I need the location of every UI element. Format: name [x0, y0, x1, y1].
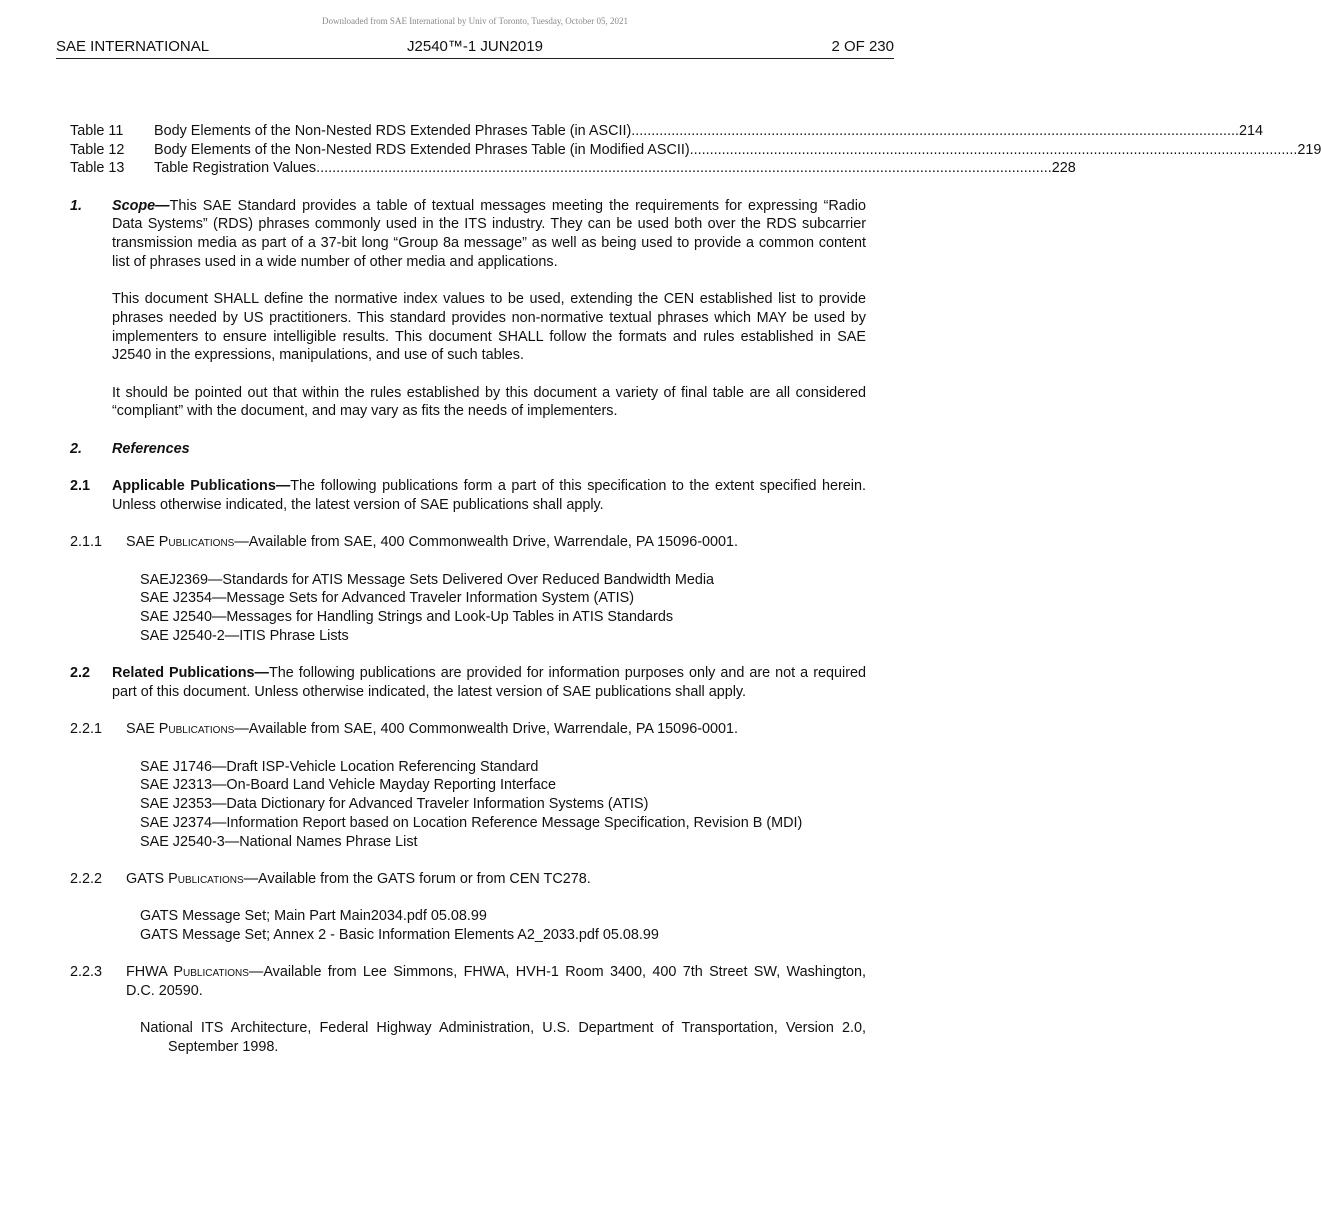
subsection-text: —Available from SAE, 400 Commonwealth Drive, Warrendale, PA 15096-0001. — [234, 534, 739, 551]
section-scope — [70, 197, 866, 272]
subsection-label: FHWA P — [126, 964, 183, 981]
list-item: SAE J1746—Draft ISP-Vehicle Location Referencing Standard — [140, 758, 539, 775]
list-item: SAE J2540-3—National Names Phrase List — [140, 833, 418, 850]
scope-paragraph-3: It should be pointed out that within the rules established by this document a variety of final table are all considered “compliant” with the document, and may vary as fits the needs of implementers. — [112, 384, 866, 420]
subsection-label: GATS P — [126, 870, 178, 887]
toc-leader: ........................................................................................................................................................................................ — [316, 160, 1052, 177]
subsection-number: 2.2.2 — [70, 870, 103, 887]
list-item: SAEJ2369—Standards for ATIS Message Sets Delivered Over Reduced Bandwidth Media — [140, 571, 715, 588]
list-item: SAE J2313—On-Board Land Vehicle Mayday Reporting Interface — [140, 777, 556, 794]
section-heading: Scope— — [112, 197, 170, 214]
toc-title: Body Elements of the Non-Nested RDS Extended Phrases Table (in ASCII) — [154, 123, 632, 139]
list-item: National ITS Architecture, Federal Highway Administration, U.S. Department of Transportation, Version 2.0, September 1998. — [140, 1020, 866, 1056]
subsection-text: —Available from the GATS forum or from CEN TC278. — [243, 870, 591, 887]
subsection-sae-publications — [70, 533, 866, 552]
section-applicable-publications — [70, 477, 866, 514]
toc-title: Table Registration Values — [154, 160, 317, 177]
page-body — [70, 122, 1321, 1057]
section-heading: Related Publications— — [112, 665, 269, 682]
page-header — [56, 38, 894, 59]
list-item: GATS Message Set; Main Part Main2034.pdf 05.08.99 — [140, 908, 487, 925]
subsection-label-smallcaps: ublications — [168, 721, 235, 738]
subsection-text: —Available from Lee Simmons, FHWA, HVH-1 Room 3400, 400 7th Street SW, Washington, D.C. 20590. — [126, 964, 866, 1000]
toc-page: 219 — [1297, 141, 1321, 158]
toc-title: Body Elements of the Non-Nested RDS Extended Phrases Table (in Modified ASCII) — [154, 141, 690, 158]
publication-list — [70, 907, 866, 944]
scope-paragraph-2: This document SHALL define the normative index values to be used, extending the CEN established list to provide phrases needed by US practitioners. This standard provides non-normative textual phrases which MAY be used by implementers to ensure intelligible results. This document SHALL follow the formats and rules established in SAE J2540 in the expressions, manipulations, and use of such tables. — [112, 291, 866, 364]
section-text: The following publications form a part of this specification to the extent specified herein. Unless otherwise indicated, the latest version of SAE publications shall apply. — [112, 478, 866, 513]
list-item: SAE J2540—Messages for Handling Strings and Look-Up Tables in ATIS Standards — [140, 609, 674, 626]
publication-list — [70, 758, 866, 852]
section-heading: References — [112, 440, 190, 457]
toc-number: Table 12 — [70, 141, 125, 158]
section-text: The following publications are provided for information purposes only and are not a required part of this document. Unless otherwise indicated, the latest version of SAE publications shall apply. — [112, 665, 866, 700]
section-heading: Applicable Publications— — [112, 478, 291, 495]
subsection-text: —Available from SAE, 400 Commonwealth Drive, Warrendale, PA 15096-0001. — [234, 721, 739, 738]
header-doc-id: J2540™-1 JUN2019 — [407, 38, 543, 55]
subsection-label: SAE P — [126, 721, 169, 738]
scope-paragraph-1: This SAE Standard provides a table of textual messages meeting the requirements for expressing “Radio Data Systems” (RDS) phrases commonly used in the ITS industry. They can be used both over the RDS subcarrier transmission media as part of a 37-bit long “Group 8a message” as well as being used to provide a common content list of phrases used in a wide number of other media and applications. — [112, 197, 866, 270]
subsection-label-smallcaps: ublications — [168, 534, 235, 551]
subsection-sae-publications-related — [70, 720, 866, 739]
list-item: SAE J2353—Data Dictionary for Advanced Traveler Information Systems (ATIS) — [140, 796, 649, 813]
toc-leader: ........................................................................................................................................................ — [631, 123, 1239, 139]
list-item: SAE J2354—Message Sets for Advanced Traveler Information System (ATIS) — [140, 590, 635, 607]
list-item: SAE J2540-2—ITIS Phrase Lists — [140, 627, 349, 644]
toc-number: Table 13 — [70, 160, 125, 177]
subsection-number: 2.1.1 — [70, 534, 103, 551]
list-item: GATS Message Set; Annex 2 - Basic Information Elements A2_2033.pdf 05.08.99 — [140, 927, 659, 943]
subsection-number: 2.2.3 — [70, 964, 103, 981]
publication-list — [70, 571, 866, 646]
section-number: 2.2 — [70, 665, 91, 682]
toc-row[interactable] — [70, 122, 1264, 141]
header-page-number: 2 OF 230 — [831, 38, 894, 55]
section-number: 2.1 — [70, 478, 91, 495]
toc-number: Table 11 — [70, 123, 124, 139]
section-related-publications — [70, 664, 866, 701]
header-publisher: SAE INTERNATIONAL — [56, 38, 210, 55]
toc-row[interactable] — [70, 141, 1321, 160]
subsection-label-smallcaps: ublications — [182, 964, 249, 981]
section-references — [70, 440, 866, 459]
list-item: SAE J2374—Information Report based on Location Reference Message Specification, Revision B (MDI) — [140, 814, 803, 831]
toc-page: 228 — [1051, 160, 1076, 177]
toc-row[interactable] — [70, 159, 1076, 178]
toc-page: 214 — [1239, 123, 1264, 139]
section-number: 2. — [70, 440, 83, 457]
subsection-gats-publications — [70, 870, 866, 889]
subsection-fhwa-publications — [70, 963, 866, 1000]
download-notice: Downloaded from SAE International by Univ of Toronto, Tuesday, October 05, 2021 — [321, 16, 629, 26]
subsection-number: 2.2.1 — [70, 721, 103, 738]
toc-leader: ........................................................................................................................................................ — [689, 141, 1298, 158]
subsection-label-smallcaps: ublications — [177, 870, 244, 887]
subsection-label: SAE P — [126, 534, 169, 551]
section-number: 1. — [70, 197, 83, 214]
toc-list — [70, 122, 1321, 178]
